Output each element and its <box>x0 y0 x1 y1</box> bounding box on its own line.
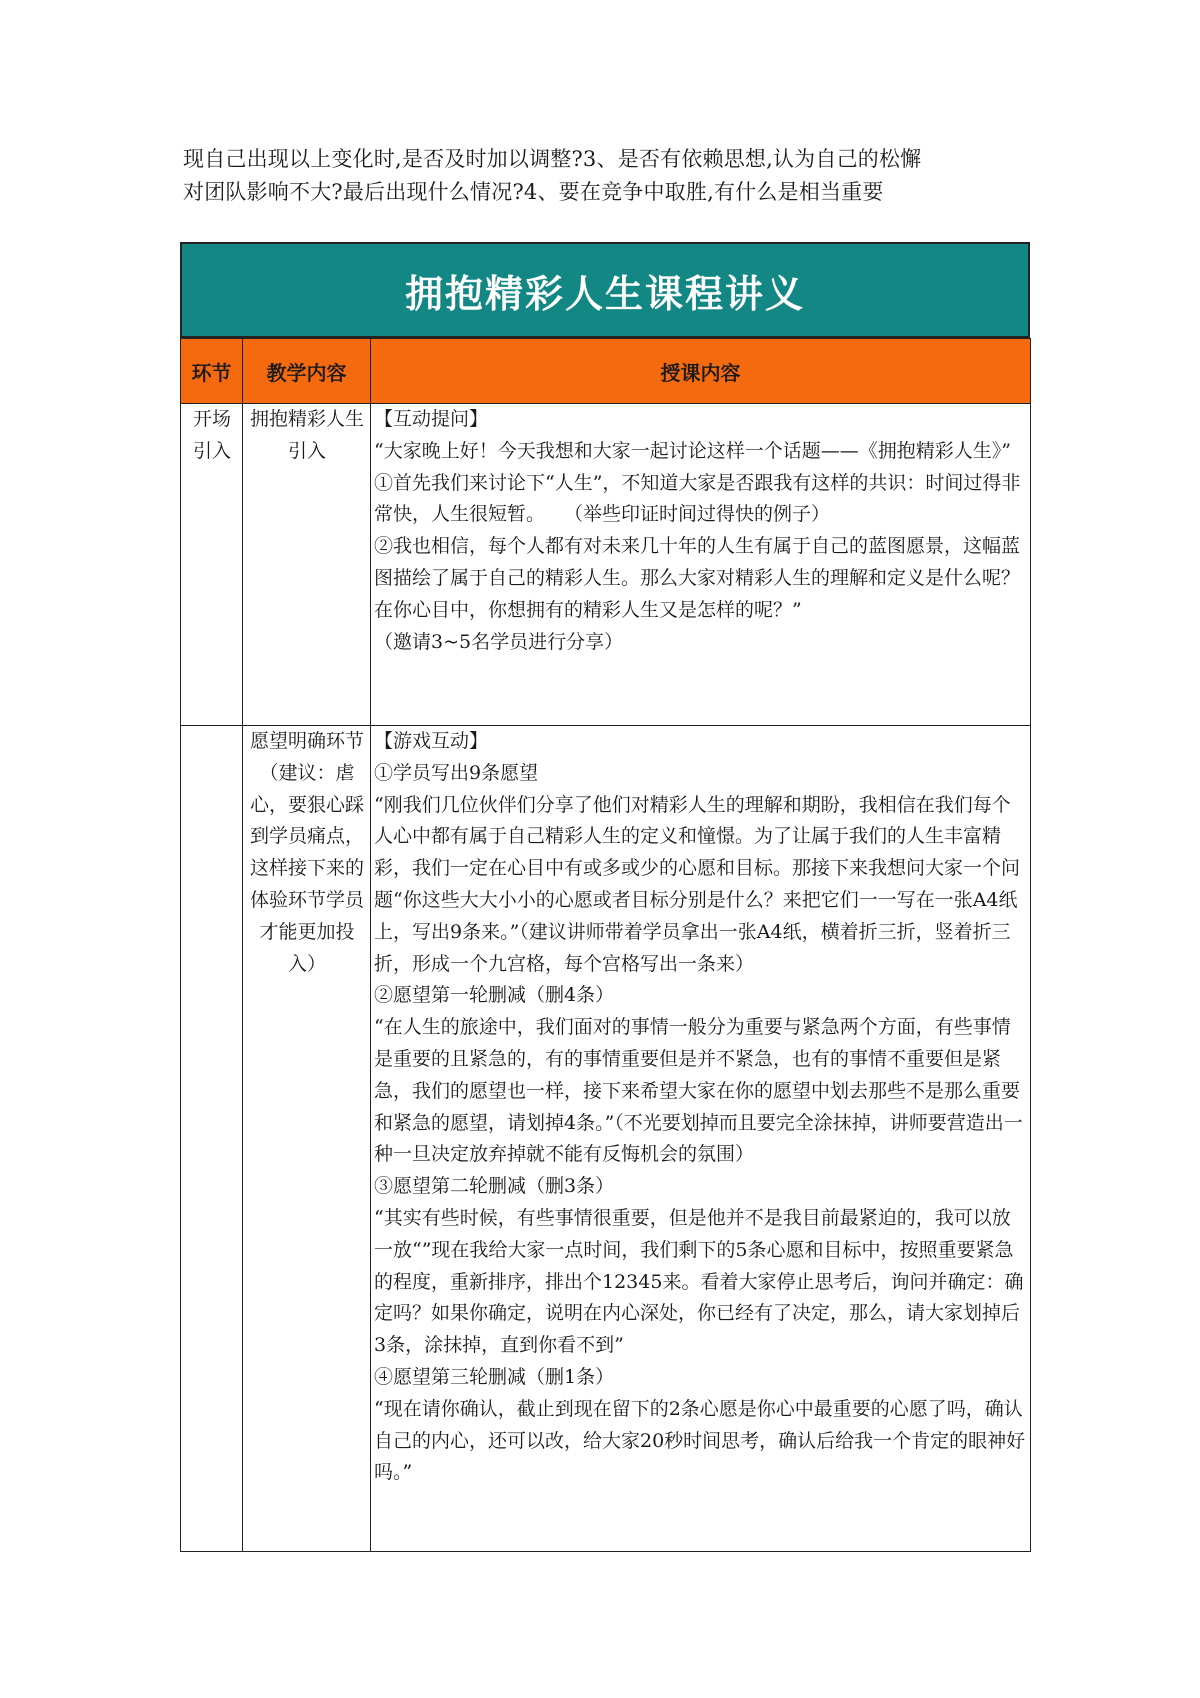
content-line: ②我也相信，每个人都有对未来几十年的人生有属于自己的蓝图愿景，这幅蓝图描绘了属于自己的精彩人生。那么大家对精彩人生的理解和定义是什么呢？ <box>374 535 1021 589</box>
content-line: “现在请你确认，截止到现在留下的2条心愿是你心中最重要的心愿了吗，确认自己的内心，还可以改，给大家20秒时间思考，确认后给我一个肯定的眼神好吗。” <box>374 1397 1026 1484</box>
course-table <box>180 242 1030 1552</box>
content-line: 【游戏互动】 <box>374 730 489 752</box>
header-stage: 环节 <box>181 339 243 404</box>
topic-cell: 拥抱精彩人生引入 <box>243 404 371 726</box>
content-line: ③愿望第二轮删减（删3条） <box>374 1175 615 1198</box>
content-line: 在你心目中，你想拥有的精彩人生又是怎样的呢？” <box>374 598 802 621</box>
content-line: （邀请3~5名学员进行分享） <box>374 630 624 653</box>
course-grid <box>180 338 1031 1552</box>
content-line: 【互动提问】 <box>374 408 489 430</box>
content-line: “其实有些时候，有些事情很重要，但是他并不是我目前最紧迫的，我可以放一放“”现在我给大家一点时间，我们剩下的5条心愿和目标中，按照重要紧急的程度，重新排序，排出个12345来。看着大家停止思考后，询问并确定：确定吗？如果你确定，说明在内心深处，你已经有了决定，那么，请大家划掉后3条，涂抹掉，直到你看不到” <box>374 1206 1024 1357</box>
header-topic: 教学内容 <box>243 339 371 404</box>
table-row <box>181 726 1031 1552</box>
header-row <box>181 339 1031 404</box>
content-cell <box>371 726 1031 1552</box>
table-row <box>181 404 1031 726</box>
content-line: ④愿望第三轮删减（删1条） <box>374 1365 615 1388</box>
stage-cell: 开场引入 <box>181 404 243 726</box>
content-line: ②愿望第一轮删减（删4条） <box>374 984 615 1007</box>
table-title: 拥抱精彩人生课程讲义 <box>180 242 1030 338</box>
content-line: “刚我们几位伙伴们分享了他们对精彩人生的理解和期盼，我相信在我们每个人心中都有属于自己精彩人生的定义和憧憬。为了让属于我们的人生丰富精彩，我们一定在心目中有或多或少的心愿和目标。那接下来我想问大家一个问题“你这些大大小小的心愿或者目标分别是什么？来把它们一一写在一张A4纸上，写出9条来。”（建议讲师带着学员拿出一张A4纸，横着折三折，竖着折三折，形成一个九宫格，每个宫格写出一条来） <box>374 793 1021 975</box>
header-content: 授课内容 <box>371 339 1031 404</box>
content-line: ①首先我们来讨论下“人生”，不知道大家是否跟我有这样的共识：时间过得非常快，人生很短暂。 （举些印证时间过得快的例子） <box>374 471 1021 526</box>
content-cell <box>371 404 1031 726</box>
content-line: “大家晚上好！今天我想和大家一起讨论这样一个话题——《拥抱精彩人生》” <box>374 439 1011 462</box>
topic-cell: 愿望明确环节（建议：虐心，要狠心踩到学员痛点，这样接下来的体验环节学员才能更加投入） <box>243 726 371 1552</box>
intro-paragraph <box>183 143 1028 209</box>
intro-line: 现自己出现以上变化时,是否及时加以调整?3、是否有依赖思想,认为自己的松懈 <box>183 147 922 171</box>
intro-line: 对团队影响不大?最后出现什么情况?4、要在竞争中取胜,有什么是相当重要 <box>183 180 884 204</box>
content-line: “在人生的旅途中，我们面对的事情一般分为重要与紧急两个方面，有些事情是重要的且紧急的，有的事情重要但是并不紧急，也有的事情不重要但是紧急，我们的愿望也一样，接下来希望大家在你的愿望中划去那些不是那么重要和紧急的愿望，请划掉4条。”（不光要划掉而且要完全涂抹掉，讲师要营造出一种一旦决定放弃掉就不能有反悔机会的氛围） <box>374 1016 1023 1166</box>
content-line: ①学员写出9条愿望 <box>374 761 539 784</box>
stage-cell <box>181 726 243 1552</box>
